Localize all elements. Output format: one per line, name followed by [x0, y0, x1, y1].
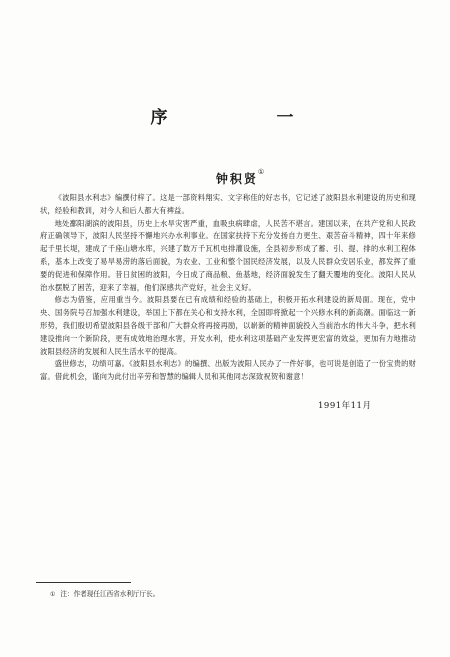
- paragraph: 地处鄱阳湖滨的波阳县，历史上水旱灾害严重，血吸虫病肆虐，人民苦不堪言。建国以来，在共产党和人民政府正确领导下，波阳人民坚持不懈地兴办水利事业。在国家扶持下充分发扬自力更生、艰苦奋斗精神，四十年来修起千里长堤，建成了千座山塘水库，兴建了数万千瓦机电排灌设施，全县初步形成了蓄、引、提、排的水利工程体系，基本上改变了易旱易涝的落后面貌，为农业、工业和整个国民经济发展，以及人民群众安居乐业，都发挥了重要的促进和保障作用。昔日贫困的波阳，今日成了商品粮、鱼基地，经济面貌发生了翻天覆地的变化。波阳人民从治水摆脱了困苦，迎来了幸福，他们深感共产党好，社会主义好。: [40, 218, 416, 292]
- paragraph: 盛世修志，功绩可嘉。《波阳县水利志》的编撰、出版为波阳人民办了一件好事，也可说是创造了一份宝贵的财富。借此机会，谨向为此付出辛劳和智慧的编辑人员和其他同志深致祝贺和谢意！: [40, 359, 416, 382]
- author-name: 钟积贤: [215, 172, 258, 186]
- preface-body: [40, 192, 416, 384]
- footnote-reference-mark: ①: [257, 168, 265, 176]
- footnote-mark: ①: [50, 591, 56, 598]
- signature-date: 1991年11月: [318, 401, 372, 411]
- footnote-text: 注：作者现任江西省水利厅厅长。: [60, 590, 160, 598]
- author-line: [0, 170, 450, 187]
- footnote-divider: [36, 582, 131, 583]
- paragraph: 修志为借鉴，应用重当今。波阳县要在已有成绩和经验的基础上，积极开拓水利建设的新局面。现在，党中央、国务院号召加强水利建设，举国上下都在关心和支持水利，全国即将掀起一个兴修水利的新高潮。面临这一新形势，我们殷切希望波阳县各级干部和广大群众将再接再励，以崭新的精神面貌投入当前治水的伟大斗争，把水利建设推向一个新阶段，更有成效地治理水害，开发水利，使水利这项基础产业发挥更宏富的效益，更加有力地推动波阳县经济的发展和人民生活水平的提高。: [40, 295, 416, 356]
- footnote: [50, 588, 159, 598]
- paragraph: 《波阳县水利志》编撰付梓了。这是一部资料翔实、文字称佳的好志书，它记述了波阳县水利建设的历史和现状，经验和教训，对今人和后人都大有裨益。: [40, 193, 416, 215]
- preface-title: 序 一: [150, 108, 340, 128]
